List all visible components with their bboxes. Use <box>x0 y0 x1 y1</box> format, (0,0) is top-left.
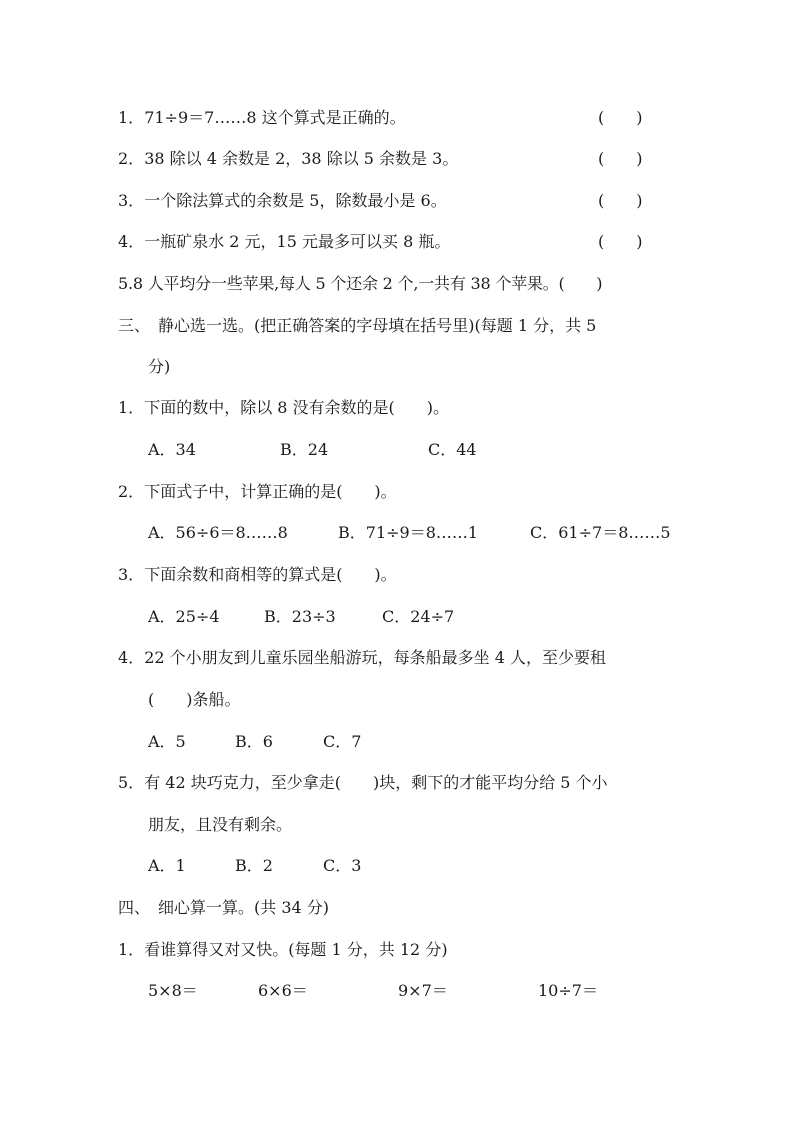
calc-expression: 10÷7＝ <box>538 981 598 1000</box>
option-c[interactable]: C．61÷7＝8……5 <box>530 523 671 542</box>
option-c[interactable]: C．3 <box>323 856 362 875</box>
item-number: 1． <box>118 108 145 127</box>
calc-subquestion-1 <box>118 938 448 962</box>
option-c[interactable]: C．44 <box>428 440 477 459</box>
item-text: 下面式子中，计算正确的是( )。 <box>144 482 397 501</box>
choice-question-1 <box>118 396 449 420</box>
choice-question-4-cont: ( )条船。 <box>148 690 241 709</box>
item-number: 3． <box>118 565 145 584</box>
option-a[interactable]: A．5 <box>148 732 186 751</box>
item-number: 1． <box>118 398 145 417</box>
choice-question-2 <box>118 480 397 504</box>
option-a[interactable]: A．56÷6＝8……8 <box>148 523 288 542</box>
item-number: 2． <box>118 149 145 168</box>
option-c[interactable]: C．7 <box>323 732 362 751</box>
answer-parentheses[interactable]: ( ) <box>598 232 643 251</box>
judge-item-5 <box>118 272 602 296</box>
answer-parentheses[interactable]: ( ) <box>598 191 643 210</box>
item-text: 有 42 块巧克力，至少拿走( )块，剩下的才能平均分给 5 个小 <box>144 773 608 792</box>
calc-expression: 5×8＝ <box>148 981 198 1000</box>
item-number: 5． <box>118 773 145 792</box>
item-number: 4． <box>118 648 145 667</box>
option-a[interactable]: A．34 <box>148 440 196 459</box>
option-b[interactable]: B．71÷9＝8……1 <box>338 523 479 542</box>
section3-heading: 三、 静心选一选。(把正确答案的字母填在括号里)(每题 1 分，共 5 <box>118 316 597 335</box>
answer-parentheses[interactable]: ( ) <box>598 149 643 168</box>
option-a[interactable]: A．1 <box>148 856 186 875</box>
judge-item-3 <box>118 189 447 213</box>
calc-expression: 9×7＝ <box>398 981 448 1000</box>
item-text: 看谁算得又对又快。(每题 1 分，共 12 分) <box>144 940 448 959</box>
item-text: 下面余数和商相等的算式是( )。 <box>144 565 397 584</box>
item-text: 38 除以 4 余数是 2，38 除以 5 余数是 3。 <box>144 149 459 168</box>
item-text: 一瓶矿泉水 2 元，15 元最多可以买 8 瓶。 <box>144 232 451 251</box>
option-a[interactable]: A．25÷4 <box>148 607 220 626</box>
choice-question-3 <box>118 563 397 587</box>
choice-question-5 <box>118 771 608 795</box>
judge-item-2 <box>118 147 458 171</box>
item-number: 2． <box>118 482 145 501</box>
judge-item-4 <box>118 230 450 254</box>
option-b[interactable]: B．6 <box>235 732 273 751</box>
item-number: 3． <box>118 191 145 210</box>
item-number: 5. <box>118 274 133 293</box>
option-b[interactable]: B．24 <box>280 440 329 459</box>
calc-expression: 6×6＝ <box>258 981 308 1000</box>
item-text: 下面的数中，除以 8 没有余数的是( )。 <box>144 398 450 417</box>
item-text: 71÷9＝7……8 这个算式是正确的。 <box>144 108 406 127</box>
option-c[interactable]: C．24÷7 <box>382 607 455 626</box>
section4-heading: 四、 细心算一算。(共 34 分) <box>118 898 330 917</box>
choice-question-5-cont: 朋友，且没有剩余。 <box>148 815 293 834</box>
answer-parentheses[interactable]: ( ) <box>598 108 643 127</box>
item-number: 4． <box>118 232 145 251</box>
section3-heading-cont: 分) <box>148 357 171 376</box>
item-text: 一个除法算式的余数是 5，除数最小是 6。 <box>144 191 447 210</box>
option-b[interactable]: B．23÷3 <box>264 607 336 626</box>
item-number: 1． <box>118 940 145 959</box>
choice-question-4 <box>118 646 606 670</box>
item-text: 8 人平均分一些苹果,每人 5 个还余 2 个,一共有 38 个苹果。( ) <box>132 274 603 293</box>
option-b[interactable]: B．2 <box>235 856 273 875</box>
item-text: 22 个小朋友到儿童乐园坐船游玩，每条船最多坐 4 人，至少要租 <box>144 648 606 667</box>
judge-item-1 <box>118 106 406 130</box>
